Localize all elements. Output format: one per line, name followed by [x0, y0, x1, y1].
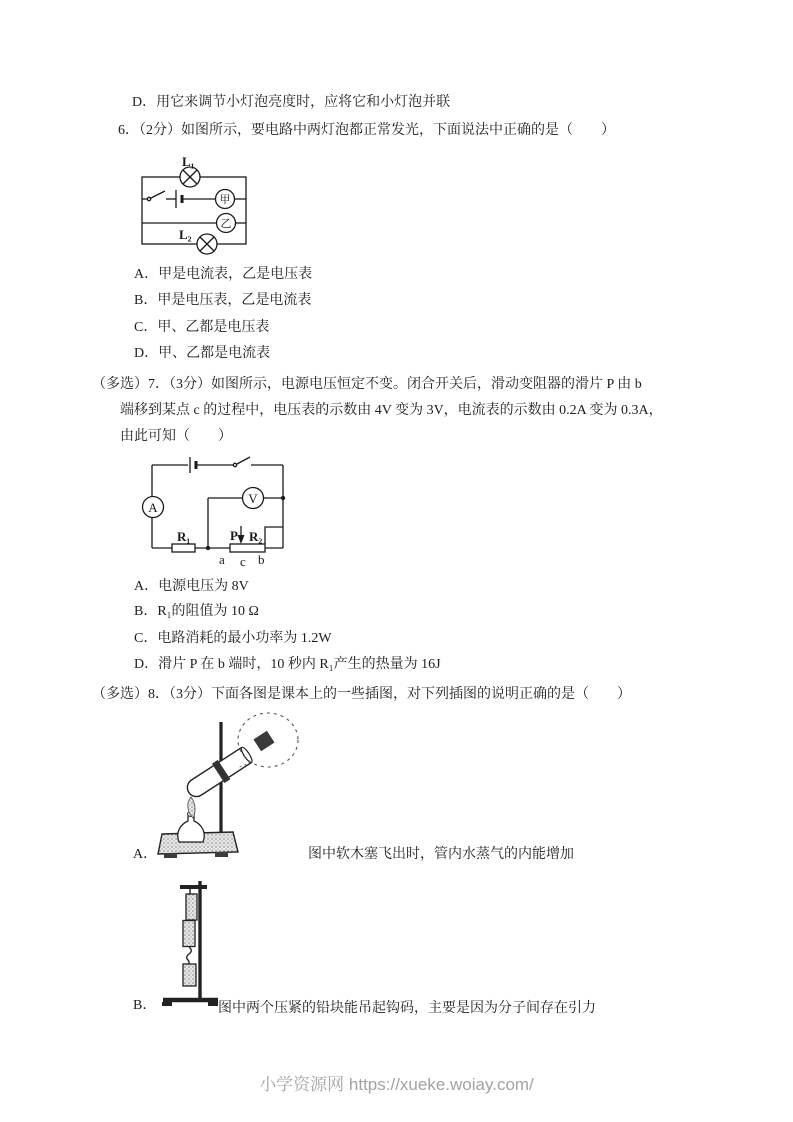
terminal-c-label: c: [240, 554, 246, 569]
rheostat-terminal-wire: [265, 527, 283, 544]
footer-site-url: 小学资源网 https://xueke.woiay.com/: [259, 1075, 534, 1094]
r2-label: R₂: [249, 529, 263, 544]
rheostat-slider-arrow-icon: [238, 535, 245, 544]
weight: [183, 964, 196, 986]
battery-symbol: [176, 190, 182, 208]
meter-yi-text: 乙: [220, 218, 232, 230]
q7-stem-line3: 由此可知（ ）: [120, 429, 232, 444]
junction-dot: [206, 546, 210, 550]
q8-option-a-text: 图中软木塞飞出时，管内水蒸气的内能增加: [308, 847, 574, 862]
q8-option-a-label: A．: [133, 847, 158, 862]
q6-stem: 6．（2分）如图所示，要电路中两灯泡都正常发光，下面说法中正确的是（ ）: [118, 123, 615, 138]
q8-option-b-text: 图中两个压紧的铅块能吊起钩码，主要是因为分子间存在引力: [218, 1001, 596, 1016]
q7-option-a: A．电源电压为 8V: [134, 579, 249, 594]
terminal-a-label: a: [219, 552, 225, 567]
alcohol-lamp: [178, 815, 205, 843]
switch-symbol: [147, 191, 165, 201]
switch-symbol: [233, 457, 250, 467]
stand-foot: [162, 1002, 172, 1006]
q7-option-c: C．电路消耗的最小功率为 1.2W: [134, 631, 332, 646]
lamp-l2-label: L₂: [179, 227, 192, 242]
q7-option-d: D．滑片 P 在 b 端时，10 秒内 R₁产生的热量为 16J: [134, 657, 441, 672]
q8-figure-b-lead-blocks: [160, 878, 222, 1010]
q6-option-a: A．甲是电流表，乙是电压表: [134, 267, 313, 282]
lead-block-bottom: [183, 921, 195, 947]
lamp-l1-label: L₁: [182, 154, 195, 169]
q6-option-d: D．甲、乙都是电流表: [134, 346, 271, 361]
rheostat-r2-symbol: [230, 544, 265, 552]
q7-stem-line2: 端移到某点 c 的过程中，电压表的示数由 4V 变为 3V，电流表的示数由 0.2A 变为 0.3A，: [120, 403, 663, 418]
q7-option-b: B．R₁的阻值为 10 Ω: [134, 604, 259, 619]
junction-dot: [281, 496, 285, 500]
q6-option-b: B．甲是电压表，乙是电流表: [134, 293, 312, 308]
stand-foot: [164, 853, 177, 858]
lamp-symbol-l1: [180, 167, 200, 187]
q8-option-b-label: B．: [133, 998, 157, 1013]
q8-figure-a-test-tube: [155, 706, 305, 864]
r1-label: R₁: [177, 529, 191, 544]
q7-circuit-figure: [139, 452, 299, 574]
resistor-r1-symbol: [172, 544, 195, 552]
q7-stem-line1: （多选）7．（3分）如图所示，电源电压恒定不变。闭合开关后，滑动变阻器的滑片 P 由 b: [92, 377, 642, 392]
prev-question-option-d: D．用它来调节小灯泡亮度时，应将它和小灯泡并联: [132, 95, 451, 110]
lead-block-top: [186, 894, 197, 920]
slider-p-label: P: [230, 528, 238, 543]
terminal-b-label: b: [258, 552, 265, 567]
stand-foot: [208, 1002, 218, 1006]
lamp-symbol-l2: [197, 234, 217, 254]
meter-jia-text: 甲: [219, 194, 231, 206]
test-tube: [184, 747, 252, 800]
cork: [253, 731, 274, 751]
ammeter-letter: A: [148, 500, 158, 515]
circuit-frame: [142, 177, 246, 244]
battery-symbol: [190, 457, 196, 473]
stand-foot: [215, 852, 228, 857]
q6-option-c: C．甲、乙都是电压表: [134, 320, 270, 335]
hook: [187, 947, 192, 961]
q8-stem: （多选）8．（3分）下面各图是课本上的一些插图，对下列插图的说明正确的是（ ）: [92, 687, 631, 702]
voltmeter-letter: V: [248, 491, 258, 506]
q6-circuit-figure: [136, 148, 252, 256]
